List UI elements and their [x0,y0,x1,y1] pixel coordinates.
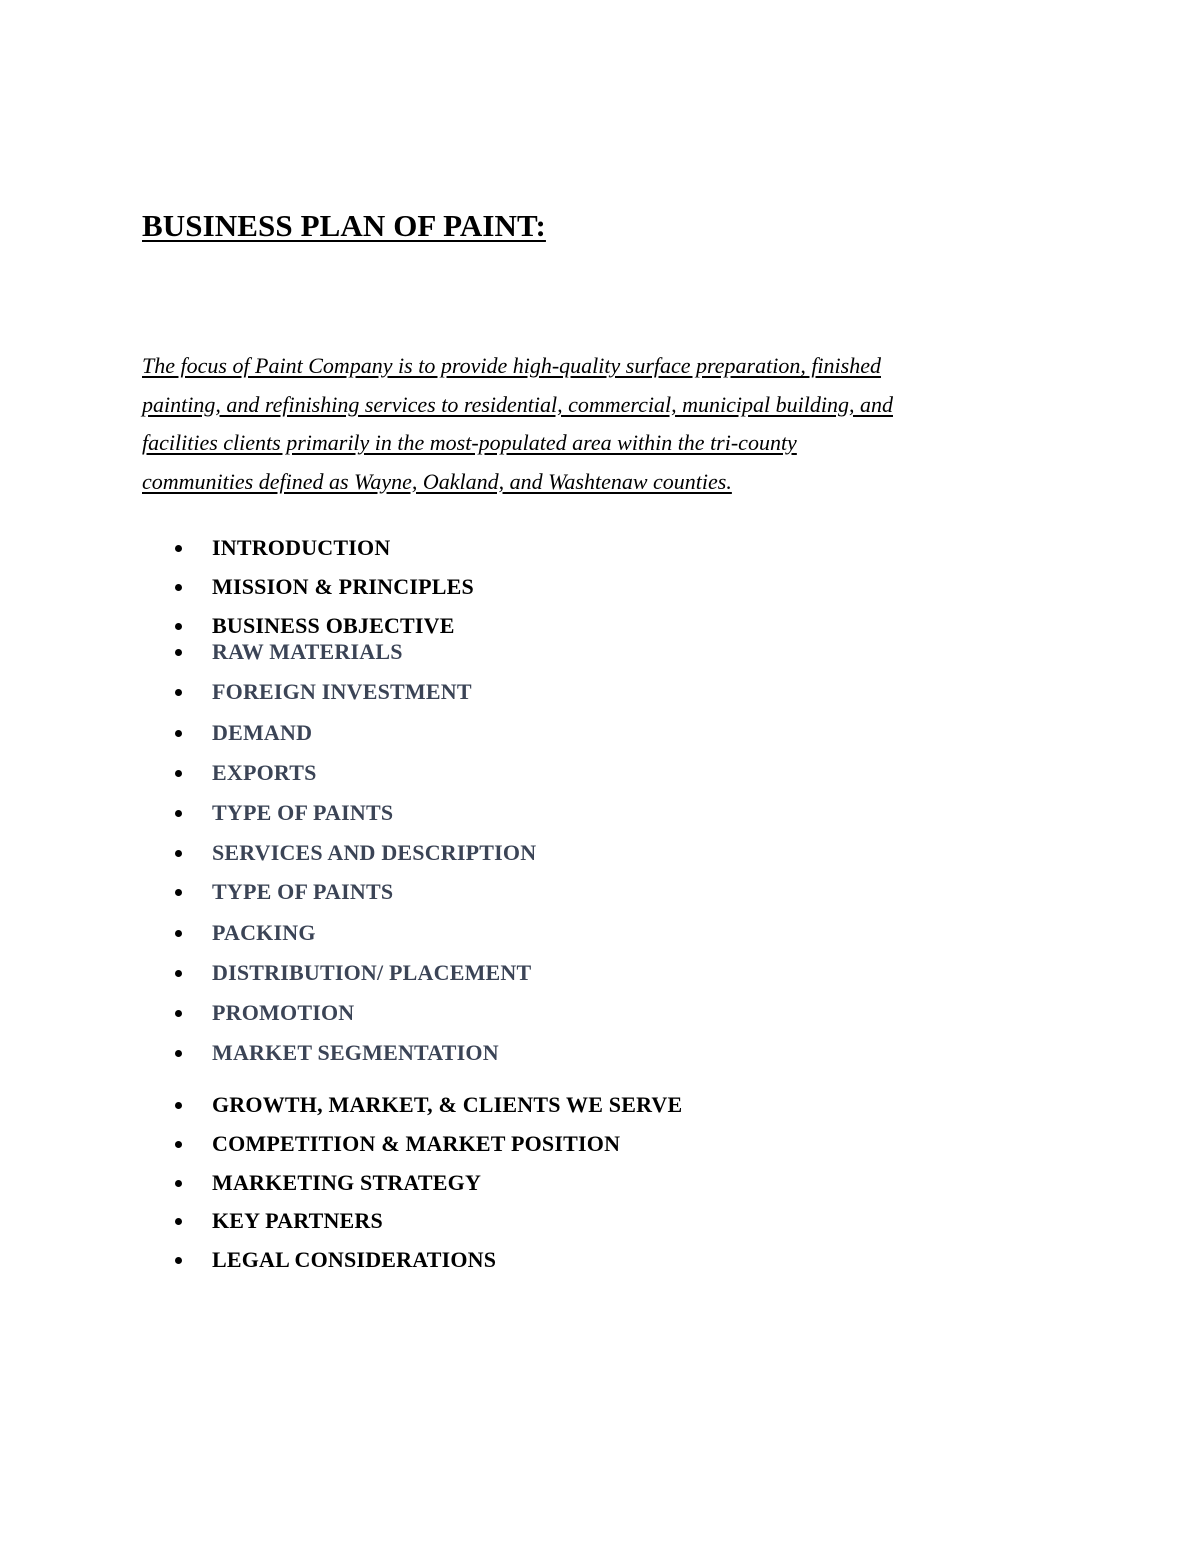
list-item-label: GROWTH, MARKET, & CLIENTS WE SERVE [212,1092,683,1117]
list-item-label: FOREIGN INVESTMENT [212,679,472,704]
bullet-icon [175,1102,182,1109]
list-item-label: PROMOTION [212,1000,355,1025]
bullet-icon [175,584,182,591]
list-item-label: BUSINESS OBJECTIVE [212,613,455,638]
intro-line: communities defined as Wayne, Oakland, and Washtenaw counties. [142,468,732,494]
bullet-icon [175,1218,182,1225]
list-item-label: COMPETITION & MARKET POSITION [212,1131,621,1156]
list-item-label: MISSION & PRINCIPLES [212,574,474,599]
bullet-icon [175,1010,182,1017]
document-title: BUSINESS PLAN OF PAINT: [142,208,546,243]
bullet-icon [175,770,182,777]
list-item-label: INTRODUCTION [212,535,391,560]
bullet-icon [175,970,182,977]
list-item-label: EXPORTS [212,760,317,785]
bullet-icon [175,1050,182,1057]
list-item-label: PACKING [212,920,316,945]
list-item-label: KEY PARTNERS [212,1208,383,1233]
list-item-label: LEGAL CONSIDERATIONS [212,1247,497,1272]
bullet-icon [175,889,182,896]
bullet-icon [175,545,182,552]
bullet-icon [175,810,182,817]
bullet-icon [175,850,182,857]
intro-line: painting, and refinishing services to residential, commercial, municipal building, and [142,391,893,417]
bullet-icon [175,623,182,630]
list-item-label: DEMAND [212,720,313,745]
bullet-icon [175,1180,182,1187]
list-item-label: DISTRIBUTION/ PLACEMENT [212,960,532,985]
list-item-label: TYPE OF PAINTS [212,879,394,904]
intro-line: The focus of Paint Company is to provide high-quality surface preparation, finished [142,353,881,378]
list-item-label: TYPE OF PAINTS [212,800,394,825]
list-item-label: SERVICES AND DESCRIPTION [212,840,537,865]
bullet-icon [175,1257,182,1264]
bullet-icon [175,649,182,656]
intro-line: facilities clients primarily in the most-populated area within the tri-county [142,430,797,455]
bullet-icon [175,689,182,696]
bullet-icon [175,730,182,737]
bullet-icon [175,1141,182,1148]
list-item-label: MARKET SEGMENTATION [212,1040,499,1065]
bullet-icon [175,930,182,937]
list-item-label: RAW MATERIALS [212,639,403,664]
intro-paragraph [142,347,1062,501]
list-item-label: MARKETING STRATEGY [212,1170,482,1195]
